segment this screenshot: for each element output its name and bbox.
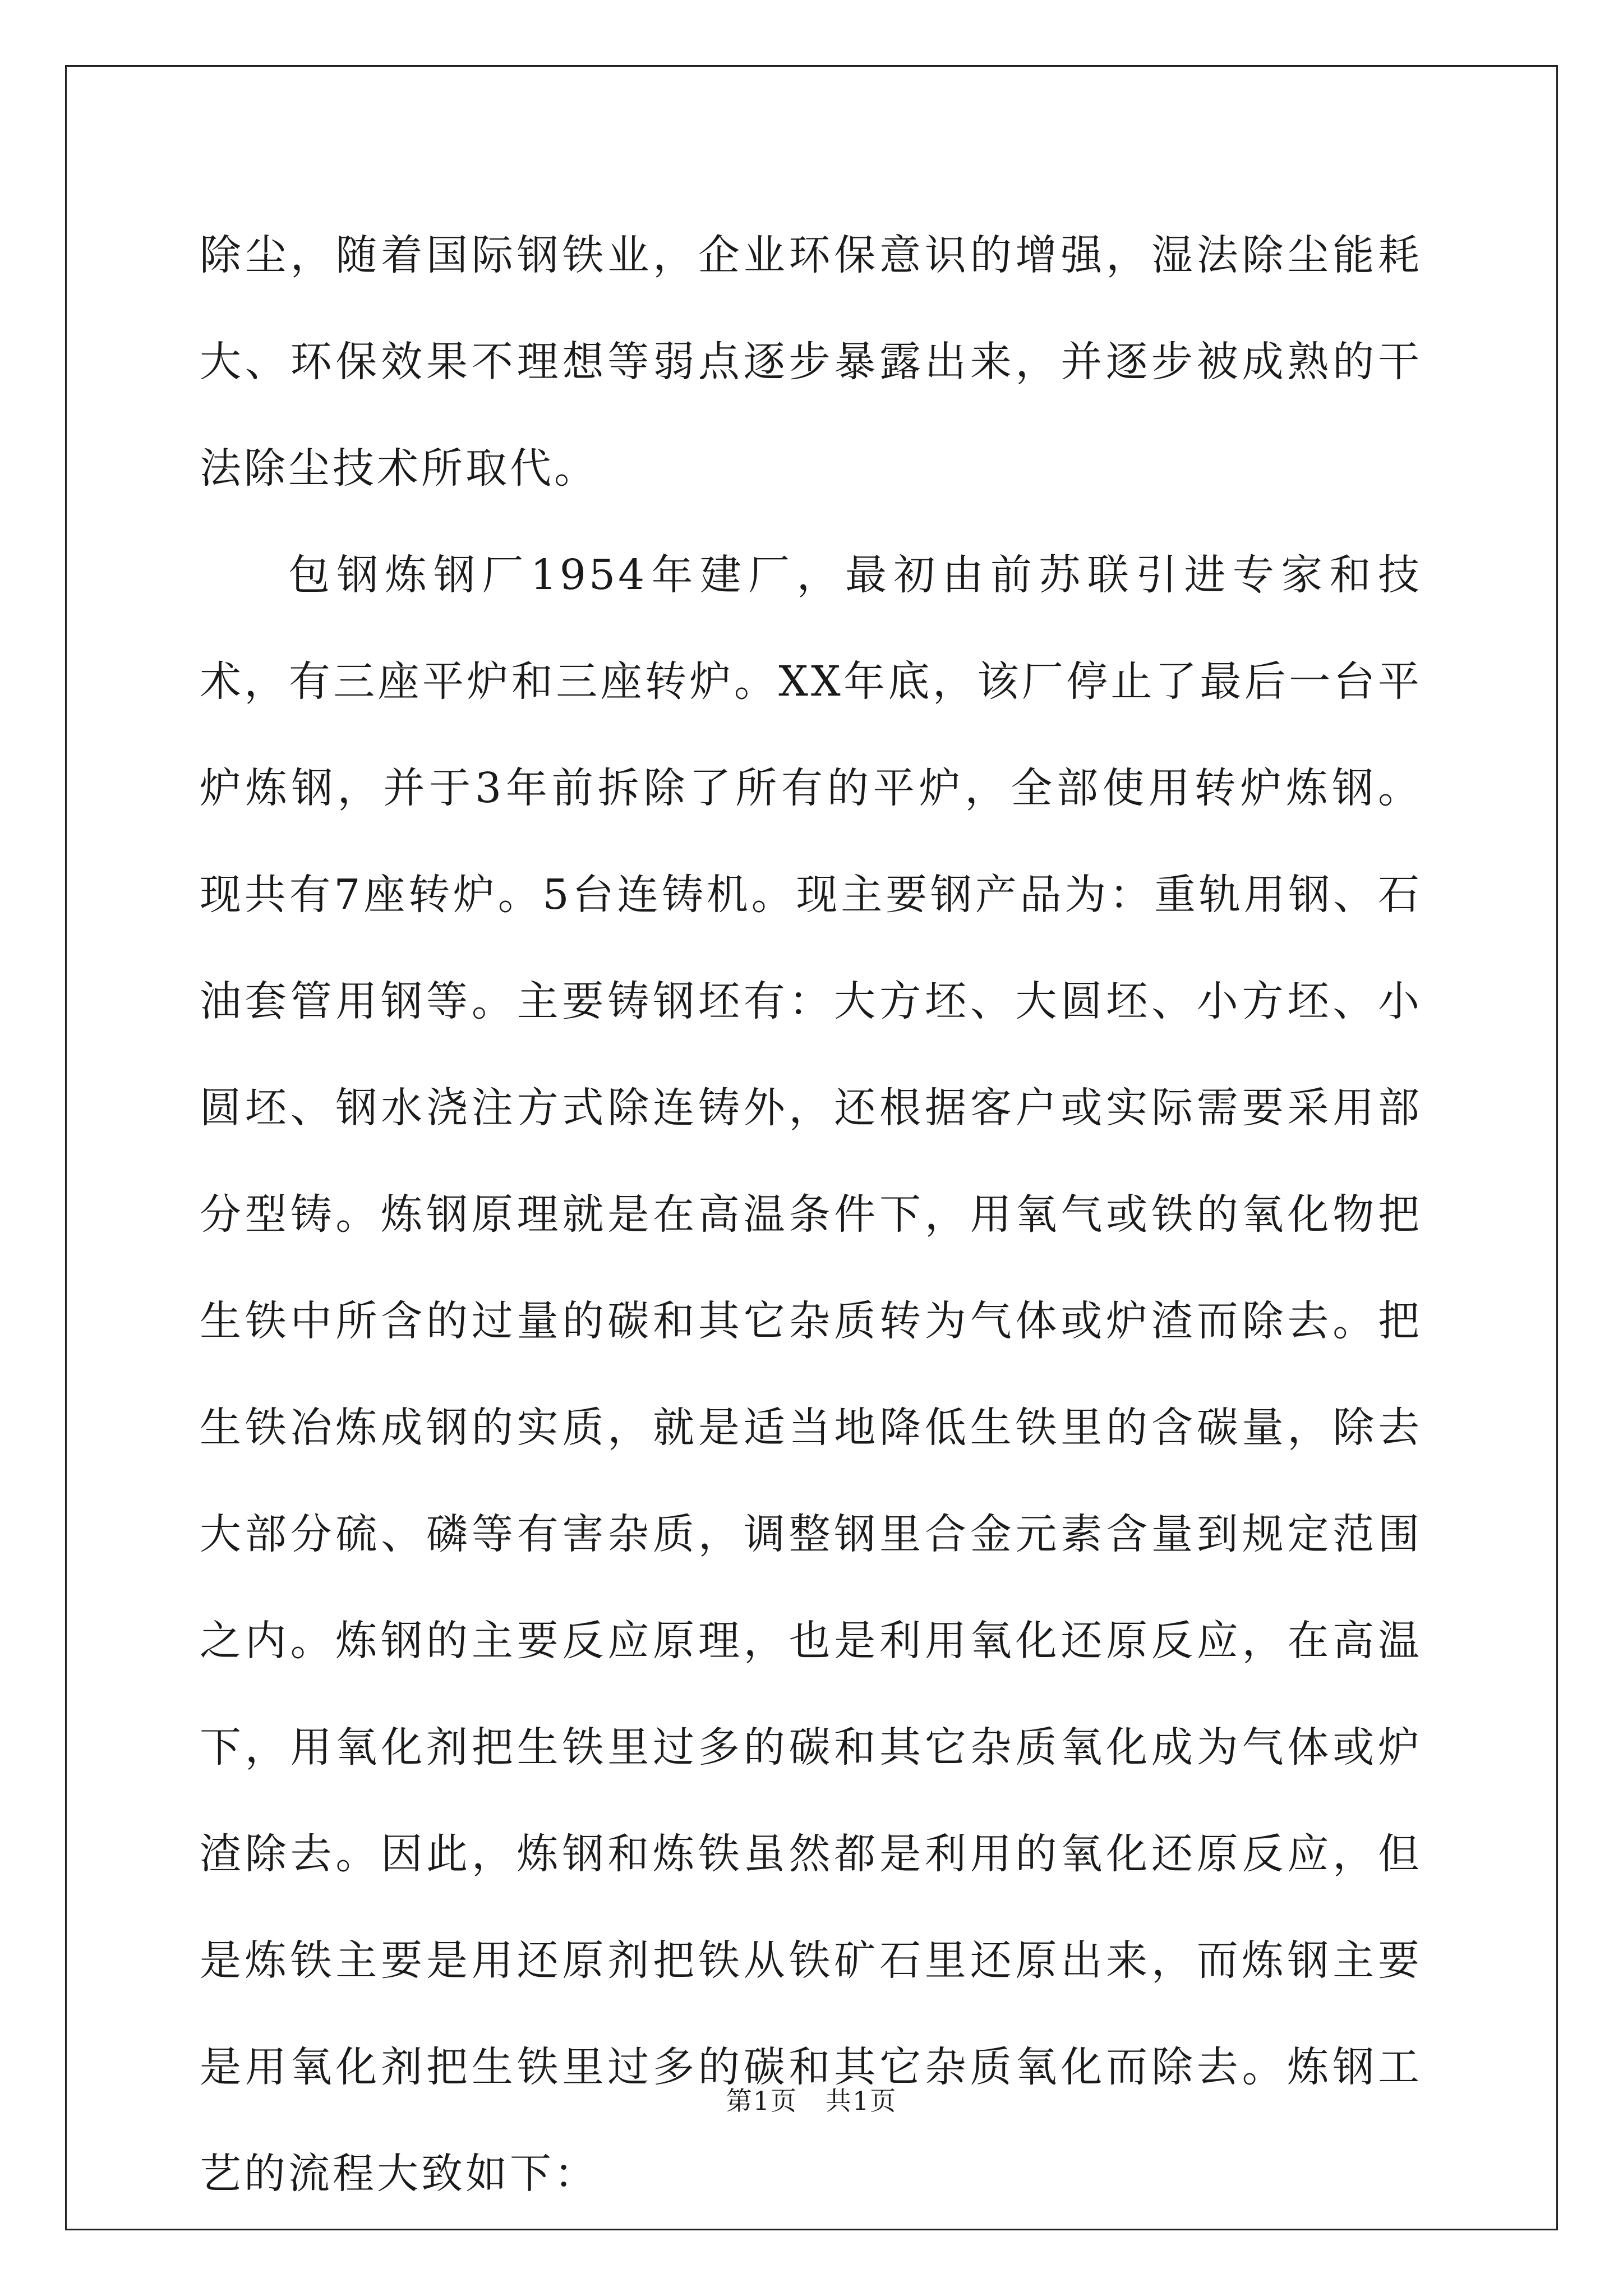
footer-separator [797, 2086, 826, 2116]
page-number-current: 第1页 [726, 2086, 798, 2116]
paragraph-dust-removal: 除尘，随着国际钢铁业，企业环保意识的增强，湿法除尘能耗大、环保效果不理想等弱点逐步暴露出来，并逐步被成熟的干法除尘技术所取代。 [200, 231, 1422, 493]
page-footer [0, 2084, 1623, 2118]
paragraph-baotou-steel: 包钢炼钢厂1954年建厂，最初由前苏联引进专家和技术，有三座平炉和三座转炉。XX年底，该厂停止了最后一台平炉炼钢，并于3年前拆除了所有的平炉，全部使用转炉炼钢。现共有7座转炉。5台连铸机。现主要钢产品为：重轨用钢、石油套管用钢等。主要铸钢坯有：大方坯、大圆坯、小方坯、小圆坯、钢水浇注方式除连铸外，还根据客户或实际需要采用部分型铸。炼钢原理就是在高温条件下，用氧气或铁的氧化物把生铁中所含的过量的碳和其它杂质转为气体或炉渣而除去。把生铁冶炼成钢的实质，就是适当地降低生铁里的含碳量，除去大部分硫、磷等有害杂质，调整钢里合金元素含量到规定范围之内。炼钢的主要反应原理，也是利用氧化还原反应，在高温下，用氧化剂把生铁里过多的碳和其它杂质氧化成为气体或炉渣除去。因此，炼钢和炼铁虽然都是利用的氧化还原反应，但是炼铁主要是用还原剂把铁从铁矿石里还原出来，而炼钢主要是用氧化剂把生铁里过多的碳和其它杂质氧化而除去。炼钢工艺的流程大致如下： [200, 551, 1422, 2198]
page-number-total: 共1页 [825, 2086, 897, 2116]
document-body [200, 202, 1422, 2227]
